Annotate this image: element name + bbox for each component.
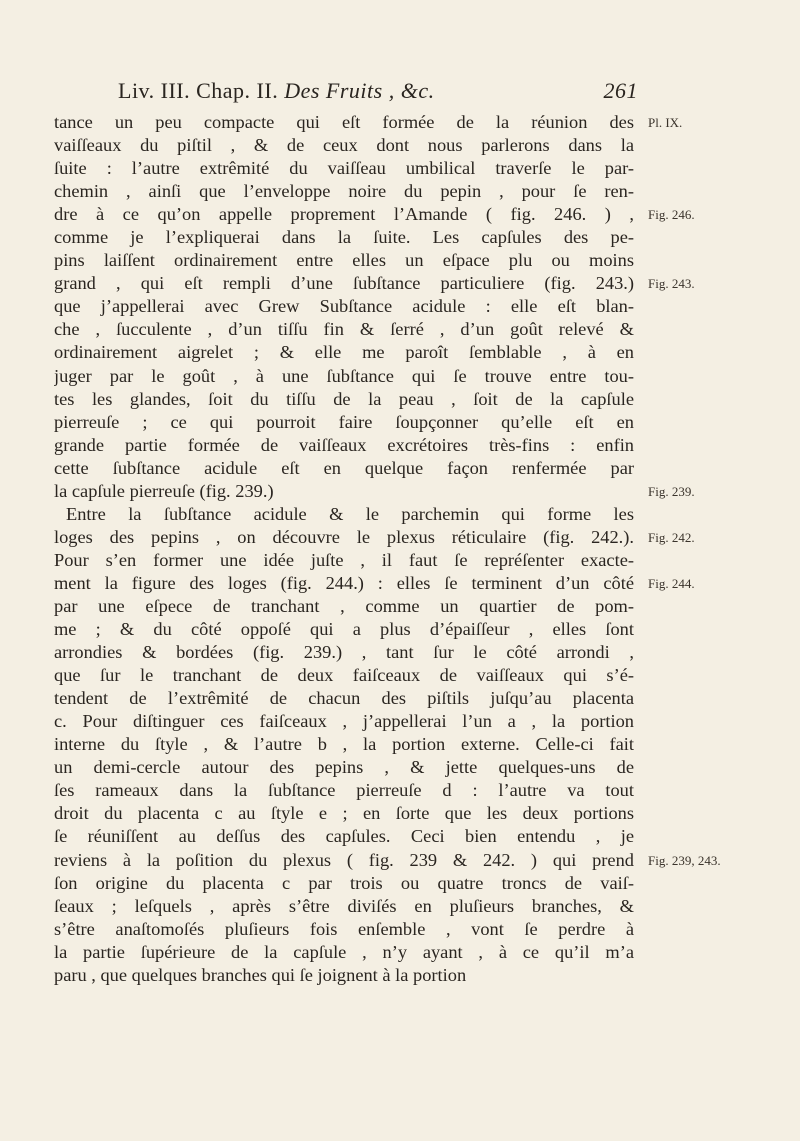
text-line: la partie ſupérieure de la capſule , n’y ayant , à ce qu’il m’a — [54, 941, 634, 962]
text-line: c. Pour diſtinguer ces faiſceaux , j’appellerai l’un a , la portion — [54, 711, 634, 732]
text-line: interne du ſtyle , & l’autre b , la portion externe. Celle-ci fait — [54, 734, 634, 755]
margin-figure-reference: Pl. IX. — [648, 115, 683, 130]
running-header — [118, 78, 638, 104]
text-line: ment la figure des loges (fig. 244.) : elles ſe terminent d’un côté — [54, 572, 634, 593]
text-line: tance un peu compacte qui eſt formée de la réunion des — [54, 112, 634, 132]
text-line: paru , que quelques branches qui ſe joignent à la portion — [54, 964, 467, 985]
text-line: la capſule pierreuſe (fig. 239.) — [54, 480, 274, 501]
text-line: s’être anaſtomoſés pluſieurs fois enſemble , vont ſe perdre à — [54, 918, 634, 939]
text-line: grand , qui eſt rempli d’une ſubſtance particuliere (fig. 243.) — [54, 273, 634, 294]
text-line: Pour s’en former une idée juſte , il faut ſe repréſenter exacte- — [54, 549, 634, 570]
text-line: ſon origine du placenta c par trois ou quatre troncs de vaiſ- — [54, 872, 634, 893]
margin-figure-reference: Fig. 242. — [648, 529, 695, 545]
text-line: droit du placenta c au ſtyle e ; en ſorte que les deux portions — [54, 803, 634, 824]
text-line: tes les glandes, ſoit du tiſſu de la peau , ſoit de la capſule — [54, 388, 634, 409]
margin-figure-reference: Fig. 243. — [648, 276, 695, 292]
text-line: chemin , ainſi que l’enveloppe noire du pepin , pour ſe ren- — [54, 181, 634, 202]
text-line: par une eſpece de tranchant , comme un quartier de pom- — [54, 595, 634, 616]
text-line: reviens à la poſition du plexus ( fig. 239 & 242. ) qui prend — [54, 849, 634, 870]
text-line: Entre la ſubſtance acidule & le parchemin qui forme les — [66, 503, 634, 524]
text-line: ſe réuniſſent au deſſus des capſules. Ceci bien entendu , je — [54, 826, 634, 847]
text-line: pins laiſſent ordinairement entre elles un eſpace plu ou moins — [54, 250, 634, 271]
book-number: Liv. III. — [118, 78, 191, 103]
text-line: cette ſubſtance acidule eſt en quelque façon renfermée par — [54, 457, 634, 478]
text-line: ſeaux ; leſquels , après s’être diviſés en pluſieurs branches, & — [54, 895, 634, 916]
text-line: ſes rameaux dans la ſubſtance pierreuſe d : l’autre va tout — [54, 780, 634, 801]
text-line: juger par le goût , à une ſubſtance qui ſe trouve entre tou- — [54, 365, 634, 386]
text-line: ſuite : l’autre extrêmité du vaiſſeau umbilical traverſe le par- — [54, 158, 634, 179]
text-line: che , ſucculente , d’un tiſſu fin & ſerré , d’un goût relevé & — [54, 319, 634, 340]
text-line: que j’appellerai avec Grew Subſtance acidule : elle eſt blan- — [54, 296, 634, 317]
text-line: vaiſſeaux du piſtil , & de ceux dont nous parlerons dans la — [54, 135, 634, 156]
margin-figure-reference: Fig. 239. — [648, 483, 695, 499]
chapter-number: Chap. II. — [196, 78, 279, 103]
text-line: me ; & du côté oppoſé qui a plus d’épaiſſeur , elles ſont — [54, 619, 634, 640]
text-line: pierreuſe ; ce qui pourroit faire ſoupçonner qu’elle eſt en — [54, 411, 634, 432]
text-line: grande partie formée de vaiſſeaux excrétoires très-fins : enfin — [54, 434, 634, 455]
text-line: tendent de l’extrêmité de chacun des piſtils juſqu’au placenta — [54, 688, 634, 709]
text-line: loges des pepins , on découvre le plexus réticulaire (fig. 242.). — [54, 526, 634, 547]
text-line: arrondies & bordées (fig. 239.) , tant ſur le côté arrondi , — [54, 642, 634, 663]
body-text — [54, 111, 634, 987]
page-number: 261 — [603, 78, 638, 103]
margin-figure-reference: Fig. 244. — [648, 576, 695, 591]
text-line: ordinairement aigrelet ; & elle me paroît ſemblable , à en — [54, 342, 634, 363]
text-line: un demi-cercle autour des pepins , & jette quelques-uns de — [54, 757, 634, 778]
text-line: que ſur le tranchant de deux faiſceaux de vaiſſeaux qui s’é- — [54, 665, 634, 686]
text-line: comme je l’expliquerai dans la ſuite. Les capſules des pe- — [54, 227, 634, 248]
margin-figure-reference: Fig. 246. — [648, 207, 695, 223]
text-line: dre à ce qu’on appelle proprement l’Amande ( fig. 246. ) , — [54, 204, 634, 225]
chapter-title: Des Fruits , &c. — [284, 78, 435, 103]
margin-figure-reference: Fig. 239, 243. — [648, 852, 721, 868]
